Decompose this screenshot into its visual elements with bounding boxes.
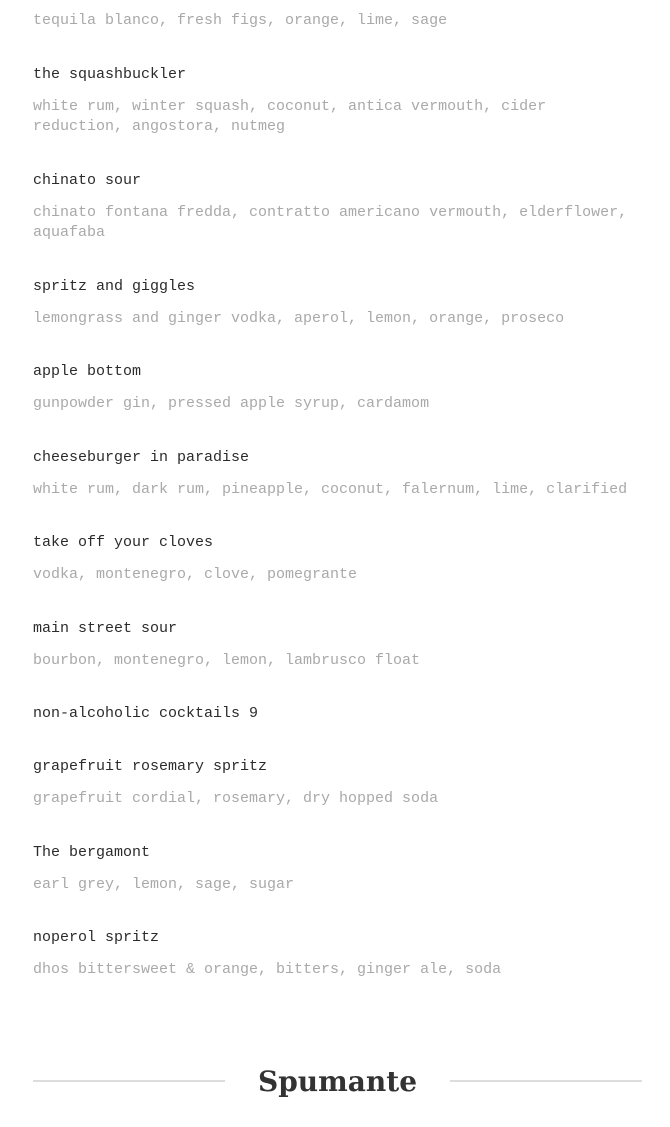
divider-line-left — [33, 1080, 225, 1082]
item-name: main street sour — [33, 619, 178, 637]
item-name: take off your cloves — [33, 534, 214, 551]
non-alcoholic-heading: non-alcoholic cocktails 9 — [33, 705, 259, 722]
item-name: grapefruit rosemary spritz — [33, 758, 268, 775]
item-description: gunpowder gin, pressed apple syrup, cardamom — [33, 395, 430, 412]
section-divider — [33, 1062, 642, 1102]
item-name: cheeseburger in paradise — [33, 448, 250, 466]
item-name: apple bottom — [33, 363, 142, 380]
divider-line-right — [450, 1080, 642, 1082]
item-name: noperol spritz — [33, 929, 160, 946]
menu-item — [33, 277, 633, 330]
item-name: The bergamont — [33, 843, 151, 861]
menu-item — [33, 65, 633, 138]
item-description: lemongrass and ginger vodka, aperol, lemon, orange, proseco — [33, 309, 565, 327]
item-name: the squashbuckler — [33, 65, 187, 83]
item-description: vodka, montenegro, clove, pomegrante — [33, 566, 358, 583]
item-name: spritz and giggles — [33, 277, 196, 295]
item-description: dhos bittersweet & orange, bitters, ginger ale, soda — [33, 961, 502, 978]
item-description: earl grey, lemon, sage, sugar — [33, 875, 295, 893]
item-description: chinato fontana fredda, contratto americano vermouth, elderflower, aquafaba — [33, 203, 628, 241]
menu-item — [33, 757, 633, 810]
menu-item — [33, 448, 633, 501]
menu-item — [33, 533, 633, 586]
menu-item — [33, 171, 633, 244]
menu-item — [33, 362, 633, 415]
menu-item — [33, 928, 633, 981]
section-title: Spumante — [257, 1065, 418, 1098]
menu-item — [33, 619, 633, 672]
menu-item — [33, 843, 633, 896]
item-description: bourbon, montenegro, lemon, lambrusco float — [33, 651, 421, 669]
cocktail-menu — [33, 11, 633, 981]
item-description: grapefruit cordial, rosemary, dry hopped soda — [33, 790, 439, 807]
item-description: tequila blanco, fresh figs, orange, lime, sage — [33, 12, 448, 29]
item-description: white rum, dark rum, pineapple, coconut, falernum, lime, clarified — [33, 480, 628, 498]
item-description: white rum, winter squash, coconut, antica vermouth, cider reduction, angostora, nutmeg — [33, 97, 547, 135]
item-name: chinato sour — [33, 171, 142, 189]
